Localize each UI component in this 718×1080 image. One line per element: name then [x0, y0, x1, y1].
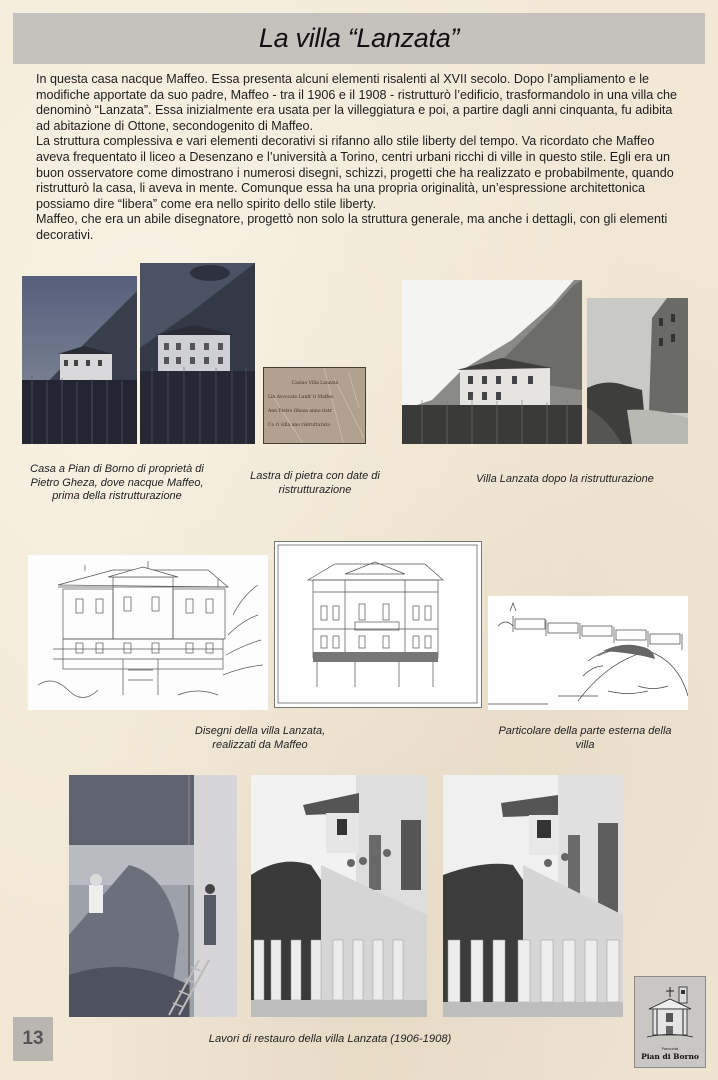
caption-drawings: Disegni della villa Lanzata, realizzati da Maffeo — [194, 725, 326, 751]
plaque-line-2: Lin Avvocato Lanfr ri Maffeo — [268, 395, 334, 400]
intro-paragraph-1: In questa casa nacque Maffeo. Essa presenta alcuni elementi risalenti al XVII secolo. Dopo l’ampliamento e le modifiche apportate da suo padre, Maffeo - tra il 1906 e il 1908 - ristrutturò l’edificio, trasformandolo in una villa che denominò “Lanzata”. Essa inizialmente era usata per la villeggiatura e poi, a partire dagli anni cinquanta, fu adibita ad abitazione di Ottone, secondogenito di Maffeo. — [36, 72, 677, 133]
intro-paragraph-3: Maffeo, che era un abile disegnatore, progettò non solo la struttura generale, ma anche i dettagli, con gli elementi decorativi. — [36, 212, 668, 242]
photo-restoration-balcony-2 — [443, 775, 623, 1017]
page-number-text: 13 — [22, 1028, 44, 1049]
photo-stone-plaque — [263, 367, 366, 444]
photo-restoration-balcony-1 — [251, 775, 427, 1017]
caption-casa-before: Casa a Pian di Borno di proprietà di Pietro Gheza, dove nacque Maffeo, prima della ristrutturazione — [30, 463, 204, 502]
photo-villa-garden — [587, 298, 688, 444]
photo-villa-after — [402, 280, 582, 444]
plaque-line-3: Ann Pietro Gheza anno ristr — [268, 409, 332, 414]
intro-text — [36, 72, 688, 244]
photo-restoration-workers — [69, 775, 237, 1017]
plaque-line-1: Casino Villa Lanzata — [291, 381, 339, 386]
logo-subtitle: Parrocchia — [661, 1047, 679, 1051]
photo-casa-before-1 — [22, 276, 137, 444]
drawing-villa-perspective — [28, 555, 268, 710]
drawing-villa-facade — [274, 541, 482, 708]
photo-casa-before-2 — [140, 263, 255, 444]
page-title: La villa “Lanzata” — [258, 23, 460, 53]
intro-paragraph-2: La struttura complessiva e vari elementi decorativi si rifanno allo stile liberty del tempo. Va ricordato che Maffeo aveva frequentato il liceo a Desenzano e l’università a Torino, centri urbani ricchi di ville in questo stile. Egli era un buon osservatore come dimostrano i numerosi disegni, schizzi, progetti che ha realizzato e probabilmente, quando ristrutturò la casa, li aveva in mente. Comunque essa ha una propria originalità, un’espressione architettonica possiamo dire “libera” come era nello spirito dello stile liberty. — [36, 134, 674, 211]
parish-logo — [634, 976, 706, 1068]
caption-restoration-works: Lavori di restauro della villa Lanzata (1906-1908) — [208, 1033, 452, 1045]
logo-text: Pian di Borno — [641, 1052, 699, 1061]
plaque-line-4: Co ri villa ano ristrutturata — [268, 423, 330, 428]
caption-exterior-detail: Particolare della parte esterna della villa — [498, 725, 672, 751]
drawing-villa-exterior-detail — [488, 596, 688, 710]
page-number — [13, 1017, 53, 1061]
title-bar — [13, 13, 705, 64]
caption-villa-after: Villa Lanzata dopo la ristrutturazione — [476, 473, 654, 485]
caption-stone-plaque: Lastra di pietra con date di ristrutturazione — [250, 470, 380, 496]
church-icon — [635, 977, 705, 1039]
